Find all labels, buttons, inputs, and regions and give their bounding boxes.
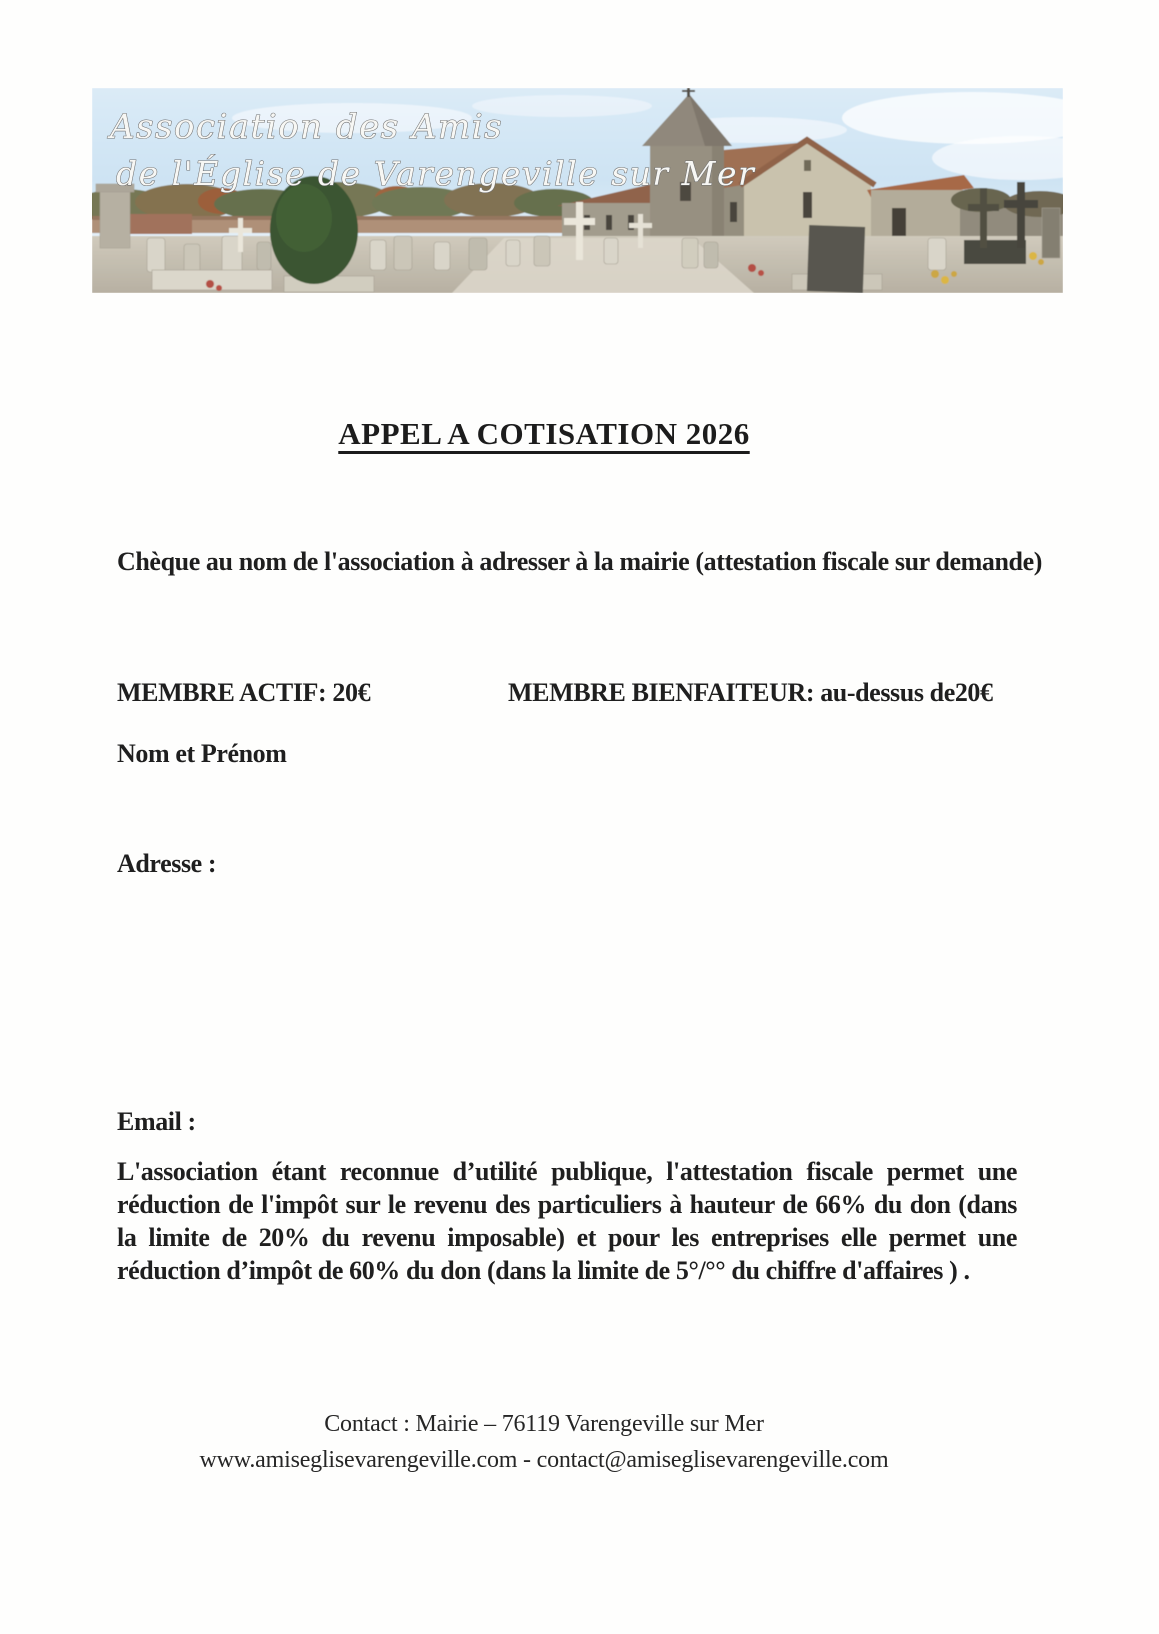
- membre-actif-label: MEMBRE ACTIF: 20€: [117, 678, 371, 707]
- tax-deduction-paragraph: L'association étant reconnue d’utilité publique, l'attestation fiscale permet une réduction de l'impôt sur le revenu des particuliers à hauteur de 66% du don (dans la limite de 20% du revenu imposable) et pour les entreprises elle permet une réduction d’impôt de 60% du don (dans la limite de 5°/°° du chiffre d'affaires ) .: [117, 1157, 1017, 1285]
- page-title-text: APPEL A COTISATION 2026: [338, 416, 750, 451]
- adresse-label: Adresse :: [117, 849, 217, 878]
- org-name-line1: Association des Amis: [110, 107, 504, 147]
- cheque-instruction: Chèque au nom de l'association à adresser à la mairie (attestation fiscale sur demande): [117, 547, 1042, 576]
- church-cemetery-illustration: [92, 88, 1063, 293]
- nom-prenom-label: Nom et Prénom: [117, 739, 287, 768]
- footer: [117, 1406, 971, 1478]
- membre-bienfaiteur-label: MEMBRE BIENFAITEUR: au-dessus de20€: [508, 678, 993, 707]
- header-banner-image: [92, 88, 1063, 293]
- footer-contact-line: Contact : Mairie – 76119 Varengeville sur Mer: [324, 1411, 764, 1437]
- email-label: Email :: [117, 1107, 196, 1136]
- footer-web-line: www.amiseglisevarengeville.com - contact@amiseglisevarengeville.com: [199, 1447, 889, 1473]
- page-title: [117, 416, 971, 452]
- org-name-line2: de l'Église de Varengeville sur Mer: [116, 154, 756, 193]
